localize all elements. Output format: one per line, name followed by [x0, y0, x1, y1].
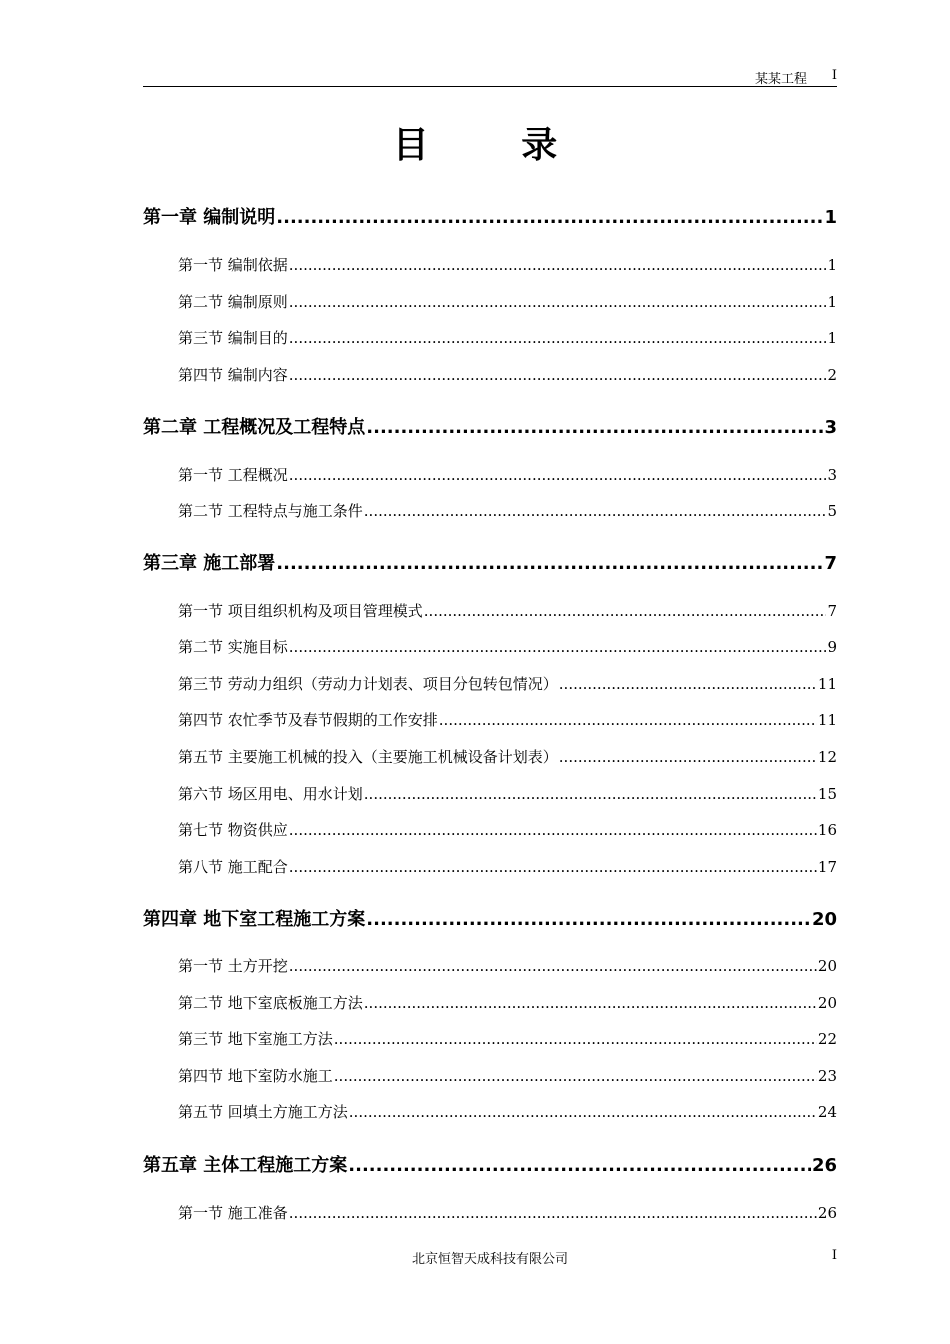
toc-entry-label: 第二节 编制原则 [178, 293, 288, 311]
toc-entry-label: 第一节 编制依据 [178, 256, 288, 274]
toc-entry-page-number: 17 [817, 858, 837, 876]
footer-company: 北京恒智天成科技有限公司 [411, 1252, 568, 1267]
page-header [143, 66, 837, 87]
toc-section-entry[interactable] [178, 673, 837, 694]
toc-section-entry[interactable] [178, 327, 837, 348]
toc-leader-dots [289, 821, 817, 839]
toc-leader-dots [289, 466, 827, 484]
toc-section-entry[interactable] [178, 500, 837, 521]
toc-entry-page-number: 26 [811, 1155, 837, 1176]
toc-entry-page-number: 2 [827, 366, 837, 384]
toc-chapter-entry[interactable] [143, 549, 837, 575]
toc-leader-dots [289, 638, 827, 656]
toc-leader-dots [366, 417, 823, 438]
toc-entry-page-number: 20 [817, 957, 837, 975]
toc-section-entry[interactable] [178, 364, 837, 385]
toc-entry-label: 第三节 劳动力组织（劳动力计划表、项目分包转包情况） [178, 675, 558, 693]
toc-leader-dots [289, 858, 817, 876]
toc-leader-dots [289, 366, 827, 384]
toc-entry-page-number: 1 [824, 207, 837, 228]
toc-section-entry[interactable] [178, 992, 837, 1013]
toc-leader-dots [559, 748, 817, 766]
toc-entry-label: 第三章 施工部署 [143, 553, 276, 574]
toc-entry-page-number: 7 [824, 553, 837, 574]
toc-leader-dots [276, 553, 823, 574]
toc-leader-dots [289, 1204, 817, 1222]
toc-chapter-entry[interactable] [143, 905, 837, 931]
toc-entry-label: 第四节 编制内容 [178, 366, 288, 384]
toc-leader-dots [366, 909, 811, 930]
toc-leader-dots [289, 256, 827, 274]
toc-chapter-entry[interactable] [143, 1151, 837, 1177]
toc-entry-page-number: 22 [817, 1030, 837, 1048]
toc-entry-page-number: 3 [824, 417, 837, 438]
toc-entry-page-number: 23 [817, 1067, 837, 1085]
toc-entry-label: 第八节 施工配合 [178, 858, 288, 876]
toc-entry-page-number: 24 [817, 1103, 837, 1121]
toc-section-entry[interactable] [178, 600, 837, 621]
toc-entry-label: 第一章 编制说明 [143, 207, 276, 228]
toc-entry-page-number: 20 [817, 994, 837, 1012]
toc-entry-label: 第五节 回填土方施工方法 [178, 1103, 348, 1121]
toc-section-entry[interactable] [178, 955, 837, 976]
toc-section-entry[interactable] [178, 783, 837, 804]
toc-section-entry[interactable] [178, 819, 837, 840]
toc-leader-dots [289, 293, 827, 311]
toc-leader-dots [424, 602, 827, 620]
toc-entry-label: 第七节 物资供应 [178, 821, 288, 839]
toc-section-entry[interactable] [178, 709, 837, 730]
toc-entry-page-number: 15 [817, 785, 837, 803]
toc-leader-dots [364, 994, 817, 1012]
header-page-number: I [831, 68, 837, 83]
toc-entry-page-number: 16 [817, 821, 837, 839]
toc-entry-label: 第四章 地下室工程施工方案 [143, 909, 366, 930]
toc-section-entry[interactable] [178, 746, 837, 767]
toc-entry-label: 第五节 主要施工机械的投入（主要施工机械设备计划表） [178, 748, 558, 766]
toc-leader-dots [289, 329, 827, 347]
toc-entry-label: 第一节 项目组织机构及项目管理模式 [178, 602, 423, 620]
toc-entry-label: 第二章 工程概况及工程特点 [143, 417, 366, 438]
toc-section-entry[interactable] [178, 856, 837, 877]
toc-leader-dots [334, 1067, 817, 1085]
toc-leader-dots [364, 502, 827, 520]
header-title: 某某工程 [754, 72, 807, 87]
toc-entry-label: 第二节 实施目标 [178, 638, 288, 656]
toc-section-entry[interactable] [178, 636, 837, 657]
toc-section-entry[interactable] [178, 1028, 837, 1049]
toc-leader-dots [276, 207, 823, 228]
toc-entry-page-number: 5 [827, 502, 837, 520]
toc-entry-page-number: 26 [817, 1204, 837, 1222]
toc-entry-page-number: 11 [817, 711, 837, 729]
toc-section-entry[interactable] [178, 464, 837, 485]
toc-leader-dots [439, 711, 817, 729]
toc-section-entry[interactable] [178, 291, 837, 312]
toc-section-entry[interactable] [178, 1101, 837, 1122]
toc-entry-page-number: 1 [827, 256, 837, 274]
toc-entry-page-number: 12 [817, 748, 837, 766]
toc-chapter-entry[interactable] [143, 203, 837, 229]
toc-entry-label: 第四节 农忙季节及春节假期的工作安排 [178, 711, 438, 729]
toc-entry-label: 第三节 地下室施工方法 [178, 1030, 333, 1048]
toc-entry-label: 第一节 土方开挖 [178, 957, 288, 975]
toc-chapter-entry[interactable] [143, 413, 837, 439]
toc-title: 目 录 [392, 125, 598, 166]
toc-section-entry[interactable] [178, 1065, 837, 1086]
toc-entry-page-number: 11 [817, 675, 837, 693]
toc-section-entry[interactable] [178, 254, 837, 275]
toc-entry-page-number: 3 [827, 466, 837, 484]
toc-entry-label: 第一节 工程概况 [178, 466, 288, 484]
toc-entry-label: 第二节 工程特点与施工条件 [178, 502, 363, 520]
toc-section-entry[interactable] [178, 1202, 837, 1223]
toc-entry-label: 第一节 施工准备 [178, 1204, 288, 1222]
toc-leader-dots [559, 675, 817, 693]
footer-page-number: I [831, 1248, 837, 1263]
toc-entry-page-number: 1 [827, 293, 837, 311]
toc-entry-label: 第四节 地下室防水施工 [178, 1067, 333, 1085]
toc-entry-label: 第二节 地下室底板施工方法 [178, 994, 363, 1012]
toc-entry-page-number: 20 [811, 909, 837, 930]
toc-entry-page-number: 1 [827, 329, 837, 347]
toc-entry-page-number: 9 [827, 638, 837, 656]
toc-leader-dots [349, 1103, 817, 1121]
toc-leader-dots [289, 957, 817, 975]
toc-leader-dots [348, 1155, 811, 1176]
toc-entry-page-number: 7 [827, 602, 837, 620]
toc-entry-label: 第五章 主体工程施工方案 [143, 1155, 348, 1176]
toc-leader-dots [364, 785, 817, 803]
toc-entry-label: 第六节 场区用电、用水计划 [178, 785, 363, 803]
toc-leader-dots [334, 1030, 817, 1048]
toc-entry-label: 第三节 编制目的 [178, 329, 288, 347]
